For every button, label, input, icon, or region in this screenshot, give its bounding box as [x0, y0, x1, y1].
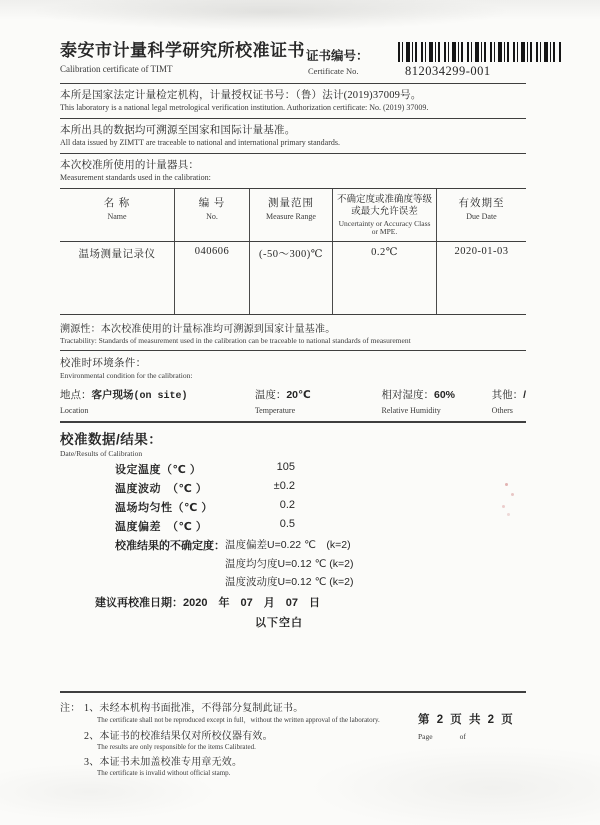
uncertainty-value: 温度偏差U=0.22 ℃ (k=2) — [225, 538, 351, 551]
traceability-en: Tractability: Standards of measurement used in the calibration can be traceable to national standards of measurement — [60, 335, 411, 345]
result-value: 105 — [276, 460, 295, 473]
divider — [60, 83, 526, 84]
divider — [60, 421, 526, 423]
table-row — [60, 242, 526, 314]
env-field-others — [492, 387, 526, 415]
page-of-label: of — [459, 732, 466, 741]
cell-due-date: 2020-01-03 — [454, 245, 509, 257]
env-label: 温度： — [254, 389, 287, 401]
col-header-no: 编 号 No. — [175, 189, 250, 240]
result-label: 设定温度（℃ ） — [115, 463, 202, 476]
env-field-location — [60, 387, 255, 415]
page-label: Page — [418, 732, 433, 741]
cert-no-label: 证书编号： — [306, 49, 369, 63]
page-title: 泰安市计量科学研究所校准证书 — [60, 41, 305, 60]
environment-section — [60, 355, 526, 415]
result-row-deviation — [115, 518, 526, 534]
cell-measure-range: (-50～300)℃ — [250, 242, 333, 314]
col-header-due-date: 有效期至 Due Date — [458, 198, 505, 222]
table-header-row — [60, 189, 526, 241]
result-label: 温度偏差 （℃ ） — [115, 520, 208, 533]
page-number — [418, 711, 515, 741]
result-value: ±0.2 — [273, 479, 295, 492]
traceability-statement — [60, 320, 526, 345]
statement-cn: 本次校准所使用的计量器具： — [60, 160, 200, 172]
note-item: 2、本证书的校准结果仅对所校仪器有效。 The results are only responsible for the items Calibrated. — [84, 731, 273, 751]
env-label: 相对湿度： — [381, 389, 434, 401]
cell-uncertainty: 0.2℃ — [333, 242, 437, 314]
recalibration-label: 建议再校准日期： — [95, 596, 183, 609]
result-row-set-temperature — [115, 461, 526, 477]
env-label-en: Temperature — [254, 405, 296, 415]
page-title-en: Calibration certificate of TIMT — [60, 63, 173, 74]
result-value: 0.5 — [279, 517, 295, 530]
col-header-range: 测量范围 Measure Range — [250, 189, 333, 240]
environment-title-en: Environmental condition for the calibration: — [60, 370, 193, 380]
traceability-cn: 溯源性：本次校准使用的计量标准均可溯源到国家计量基准。 — [60, 323, 336, 335]
recalibration-date: 2020 年 07 月 07 日 — [183, 596, 320, 609]
cell-instrument-no: 040606 — [175, 242, 250, 314]
cert-no-label-en: Certificate No. — [308, 66, 359, 76]
env-label-en: Relative Humidity — [381, 405, 441, 415]
result-value: 0.2 — [279, 498, 295, 511]
env-field-humidity — [381, 387, 491, 415]
uncertainty-value: 温度波动度U=0.12 ℃ (k=2) — [225, 575, 354, 588]
divider — [60, 350, 526, 351]
certificate-header — [60, 42, 526, 83]
certificate-number: 812034299-001 — [405, 64, 491, 78]
result-row-fluctuation — [115, 480, 526, 496]
environment-fields — [60, 387, 526, 415]
scan-stain — [505, 483, 508, 486]
env-note: (on site) — [133, 390, 188, 402]
env-value: 客户现场 — [91, 388, 134, 401]
standards-table — [60, 188, 526, 314]
result-label: 温度波动 （℃ ） — [115, 482, 208, 495]
notes-list — [84, 699, 380, 779]
env-value: 60% — [433, 388, 455, 401]
note-item: 3、本证书未加盖校准专用章无效。 The certificate is invalid without official stamp. — [84, 757, 243, 777]
statement-traceable — [60, 124, 526, 148]
cell-instrument-name: 温场测量记录仪 — [60, 242, 175, 314]
results-title: 校准数据/结果： — [60, 431, 163, 447]
col-header-name: 名 称 Name — [60, 189, 175, 240]
col-header-uncertainty: 不确定度或准确度等级或最大允许误差 Uncertainty or Accuracy Class or MPE. — [333, 189, 437, 240]
env-field-temperature — [255, 387, 382, 415]
results-section — [60, 428, 526, 630]
env-label: 地点： — [60, 389, 92, 401]
results-title-en: Date/Results of Calibration — [60, 448, 143, 458]
divider — [60, 118, 526, 119]
env-value: / — [523, 388, 526, 401]
note-item: 1、未经本机构书面批准，不得部分复制此证书。 The certificate shall not be reproduced except in full，without the written approval of the laboratory. — [84, 703, 380, 724]
env-value: 20℃ — [286, 388, 311, 401]
page-number-cn: 第 2 页 共 2 页 — [418, 714, 515, 726]
statement-authorization — [60, 89, 526, 113]
env-label-en: Location — [60, 405, 89, 415]
divider — [60, 153, 526, 154]
statement-cn: 本所是国家法定计量检定机构，计量授权证书号：（鲁）法计(2019)37009号。 — [60, 90, 422, 101]
uncertainty-label: 校准结果的不确定度： — [115, 539, 225, 552]
statement-standards-used — [60, 159, 526, 183]
env-label: 其他： — [491, 389, 524, 401]
statement-en: This laboratory is a national legal metrological verification institution. Authorization certificate: No. (2019) 37009. — [60, 103, 429, 113]
result-label: 温场均匀性（℃ ） — [115, 501, 213, 514]
barcode-icon — [398, 42, 561, 62]
statement-en: Measurement standards used in the calibration: — [60, 173, 211, 183]
notes-label: 注： — [60, 703, 81, 714]
recalibration-date-row — [95, 594, 526, 610]
uncertainty-value: 温度均匀度U=0.12 ℃ (k=2) — [225, 557, 354, 570]
footer-divider — [60, 691, 526, 693]
env-label-en: Others — [491, 405, 513, 415]
statement-en: All data issued by ZIMTT are traceable to national and international primary standards. — [60, 138, 340, 148]
uncertainty-row — [115, 537, 526, 553]
environment-title: 校准时环境条件： — [60, 357, 147, 369]
result-row-uniformity — [115, 499, 526, 515]
statement-cn: 本所出具的数据均可溯源至国家和国际计量基准。 — [60, 125, 296, 137]
blank-below-note: 以下空白 — [255, 616, 303, 629]
